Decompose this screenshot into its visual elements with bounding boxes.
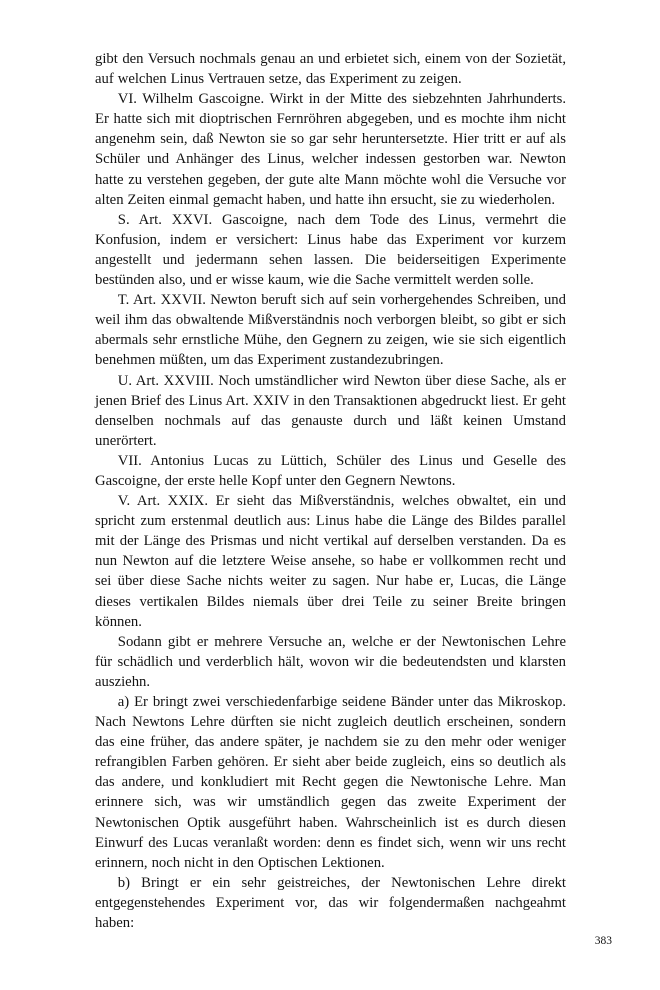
page-text bbox=[95, 49, 566, 933]
paragraph: T. Art. XXVII. Newton beruft sich auf sein vorhergehendes Schreiben, und weil ihm das obwaltende Mißverständnis noch verborgen bleibt, so gibt er sich abermals sehr ernstliche Mühe, den Gegnern zu zeigen, wie sie sich eigentlich benehmen müßten, um das Experiment zustandezubringen. bbox=[95, 292, 566, 369]
paragraph: a) Er bringt zwei verschiedenfarbige seidene Bänder unter das Mikroskop. Nach Newtons Lehre dürften sie nicht zugleich deutlich erscheinen, sondern das eine früher, das andere später, je nachdem sie zu den mehr oder weniger refrangiblen Farben gehören. Er sieht aber beide zugleich, eins so deutlich als das andere, und konkludiert mit Recht gegen die Newtonische Lehre. Man erinnere sich, was wir umständlich gegen das zweite Experiment der Newtonischen Optik ausgeführt haben. Wahrscheinlich ist es durch diesen Einwurf des Lucas veranlaßt worden: denn es findet sich, wenn wir uns recht erinnern, noch nicht in den Optischen Lektionen. bbox=[95, 694, 566, 871]
paragraph: b) Bringt er ein sehr geistreiches, der Newtonischen Lehre direkt entgegenstehendes Experiment vor, das wir folgendermaßen nachgeahmt haben: bbox=[95, 874, 566, 932]
paragraph: V. Art. XXIX. Er sieht das Mißverständnis, welches obwaltet, ein und spricht zum erstenmal deutlich aus: Linus habe die Länge des Bildes parallel mit der Länge des Prismas und nicht vertikal auf derselben verstanden. Da es nun Newton auf die letztere Weise ansehe, so habe er vollkommen recht und sei über diese Sache nichts weiter zu sagen. Nur habe er, Lucas, die Länge dieses vertikalen Bildes niemals über drei Teile zu seiner Breite bringen können. bbox=[95, 493, 566, 630]
page-number: 383 bbox=[594, 935, 612, 947]
paragraph: VII. Antonius Lucas zu Lüttich, Schüler des Linus und Geselle des Gascoigne, der erste helle Kopf unter den Gegnern Newtons. bbox=[95, 452, 566, 489]
paragraph: S. Art. XXVI. Gascoigne, nach dem Tode des Linus, vermehrt die Konfusion, indem er versichert: Linus habe das Experiment vor kurzem angestellt und jedermann sehen lassen. Die beiderseitigen Experimente bestünden also, und er wisse kaum, wie die Sache vermittelt werden solle. bbox=[95, 211, 566, 289]
paragraph: U. Art. XXVIII. Noch umständlicher wird Newton über diese Sache, als er jenen Brief des Linus Art. XXIV in den Transaktionen abgedruckt liest. Er geht denselben nochmals auf das genauste durch und läßt keinen Umstand unerörtert. bbox=[95, 372, 566, 449]
paragraph: VI. Wilhelm Gascoigne. Wirkt in der Mitte des siebzehnten Jahrhunderts. Er hatte sich mit dioptrischen Fernröhren abgegeben, und es mochte ihm nicht angenehm sein, daß Newton sie so gar sehr heruntersetzte. Hier tritt er auf als Schüler und Anhänger des Linus, welcher indessen gestorben war. Newton hatte zu verstehen gegeben, der gute alte Mann möchte wohl die Versuche vor alten Zeiten einmal gemacht haben, und hatte ihn ersucht, sie zu wiederholen. bbox=[95, 91, 566, 208]
paragraph: gibt den Versuch nochmals genau an und erbietet sich, einem von der Sozietät, auf welchen Linus Vertrauen setze, das Experiment zu zeigen. bbox=[95, 51, 566, 88]
paragraph: Sodann gibt er mehrere Versuche an, welche er der Newtonischen Lehre für schädlich und verderblich hält, wovon wir die bedeutendsten und klarsten ausziehn. bbox=[95, 633, 566, 690]
